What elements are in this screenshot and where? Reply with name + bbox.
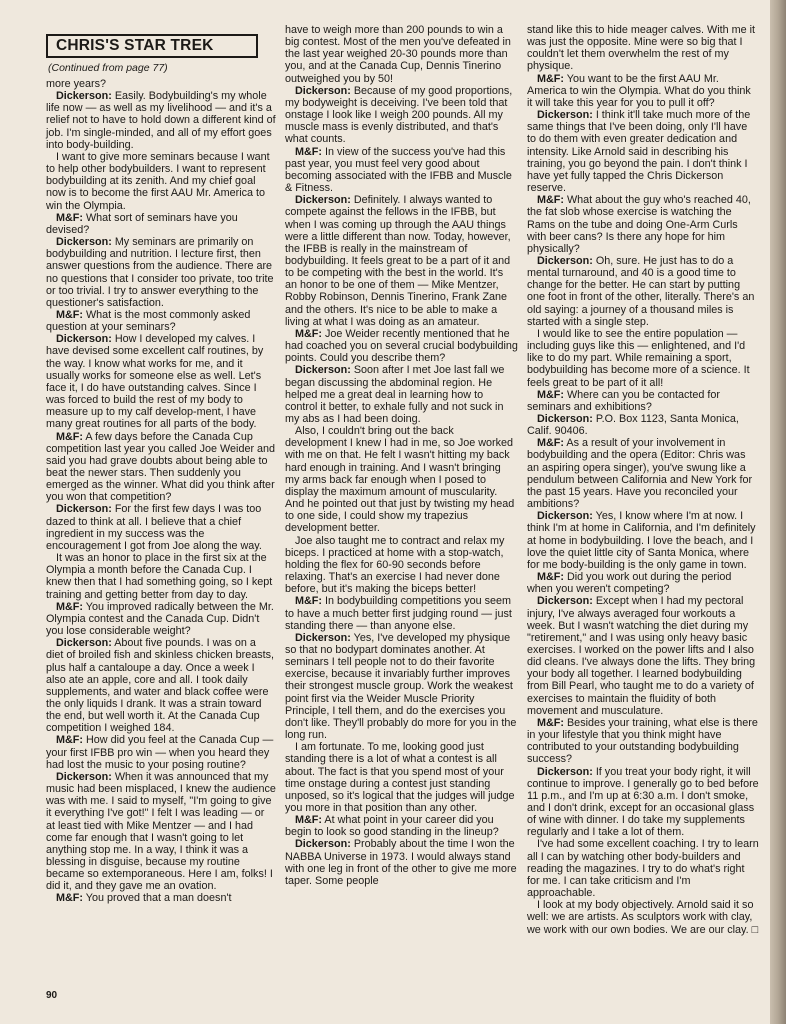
paragraph-text: Yes, I know where I'm at now. I think I'm at home in California, and I'm definitely at home in bodybuilding. I love the beach, and I love the quiet little city of Santa Monica, where for me body-building is the only game in town. [527, 510, 756, 571]
paragraph-text: I've had some excellent coaching. I try to learn all I can by watching other body-builders and reading the magazines. I try to do what's right for me. I can take criticism and I'm approachable. [527, 838, 759, 900]
paragraph [46, 309, 276, 333]
paragraph [527, 328, 759, 389]
paragraph-text: I think it'll take much more of the same things that I've been doing, only I'll have to do them with even greater dedication and intensity. Like Arnold said in describing his training, you go beyond the pain. I don't think I have yet fully tapped the Chris Dickerson reserve. [527, 109, 751, 195]
paragraph [285, 194, 518, 328]
paragraph-text: You proved that a man doesn't [85, 892, 232, 905]
paragraph [285, 838, 518, 887]
page-edge [770, 0, 786, 1024]
speaker-label: M&F: [56, 600, 83, 613]
paragraph-text: How did you feel at the Canada Cup — your first IFBB pro win — when you heard they had lost the music to your posing routine? [46, 734, 274, 771]
paragraph [46, 236, 276, 309]
paragraph [46, 431, 276, 504]
paragraph-text: Probably about the time I won the NABBA Universe in 1973. I would always stand with one leg in front of the other to give me more taper. Some people [285, 838, 517, 887]
paragraph-text: more years? [46, 78, 107, 90]
paragraph [285, 425, 518, 534]
paragraph [46, 734, 276, 770]
paragraph-text: Yes, I've developed my physique so that no bodypart dominates another. At seminars I tell people not to do their favorite exercise, because it invariably further improves their strongest muscle group. Work the weakest point first via the Weider Muscle Priority Principle, I tell them, and do the exercises you don't like. They'll probably do more for you in the long run. [285, 631, 517, 742]
paragraph-text: Soon after I met Joe last fall we began discussing the abdominal region. He helped me a great deal in learning how to control it better, to exhale fully and not suck in my abs as I had been doing. [285, 364, 505, 425]
speaker-label: M&F: [56, 308, 83, 321]
paragraph [285, 741, 518, 814]
paragraph [285, 814, 518, 838]
speaker-label: Dickerson: [56, 236, 112, 249]
paragraph-text: P.O. Box 1123, Santa Monica, Calif. 90406. [527, 413, 739, 438]
paragraph [46, 892, 276, 904]
paragraph [527, 899, 759, 935]
paragraph [527, 595, 759, 717]
paragraph-text: About five pounds. I was on a diet of broiled fish and skinless chicken breasts, plus half a cantaloupe a day. Once a week I also ate an apple, core and all. I took daily supplements, and water and black coffee were the only liquids I drank. It was a strain toward the end, but well worth it. At the Canada Cup competition I weighed 184. [46, 637, 275, 735]
paragraph-text: In bodybuilding competitions you seem to have a much better first judging round — just standing there — than anyone else. [285, 595, 512, 632]
paragraph-text: Where can you be contacted for seminars and exhibitions? [527, 388, 721, 413]
paragraph-text: Except when I had my pectoral injury, I've always averaged four workouts a week. But I wasn't watching the diet during my "retirement," and I was using only heavy basic exercises. I worked on the power lifts and I also did cleans. I've always done the lifts. They bring your body all together. I learned bodybuilding from Bill Pearl, who taught me to do a variety of exercises to maintain the fluidity of both movement and musculature. [527, 595, 756, 717]
speaker-label: M&F: [56, 892, 83, 905]
article-title: CHRIS'S STAR TREK [56, 37, 214, 54]
paragraph-text: Also, I couldn't bring out the back development I knew I had in me, so Joe worked with me on that. He felt I wasn't hitting my back hard enough in training. And I wasn't bringing my arms back far enough when I posed to display the maximum amount of muscularity. And he pointed out that just by twisting my head to one side, I could show my trapezius development better. [285, 425, 515, 535]
speaker-label: M&F: [295, 814, 322, 827]
paragraph-text: At what point in your career did you begin to look so good standing in the lineup? [285, 814, 499, 839]
paragraph-text: have to weigh more than 200 pounds to win a big contest. Most of the men you've defeated in the last year weighed 20-30 pounds more than you, and at the Canada Cup, Dennis Tinerino outweighed you by 50! [285, 24, 511, 85]
paragraph [285, 24, 518, 85]
paragraph-text: If you treat your body right, it will continue to improve. I generally go to bed before 11 p.m., and I'm up at 6:30 a.m. I don't smoke, and I don't drink, except for an occasional glass of wine with dinner. I do take my supplements regularly and I take a lot of them. [527, 765, 759, 839]
paragraph-text: For the first few days I was too dazed to think at all. I believe that a chief ingredient in my success was the encouragement I got from Joe along the way. [46, 503, 262, 552]
paragraph-text: Definitely. I always wanted to compete against the fellows in the IFBB, but when I was coming up through the AAU things were a little different than now. Today, however, the IFBB is really in the mainstream of bodybuilding. It feels great to be a part of it and to be competing with the best in the world. It's an honor to be one of them — Mike Mentzer, Robby Robinson, Dennis Tinerino, Frank Zane and the others. It's nice to be able to make a living at what I was doing as an amateur. [285, 194, 511, 328]
paragraph-text: I would like to see the entire population — including guys like this — enlightened, and I'd like to do my part. While remaining a sport, bodybuilding has become more of a science. It feels great to be part of it all! [527, 327, 750, 389]
speaker-label: Dickerson: [295, 194, 351, 207]
speaker-label: M&F: [537, 571, 564, 584]
speaker-label: M&F: [56, 734, 83, 747]
paragraph [46, 771, 276, 893]
paragraph [285, 632, 518, 741]
speaker-label: M&F: [295, 327, 322, 340]
paragraph [285, 328, 518, 364]
text-column-1 [46, 78, 276, 905]
paragraph [285, 535, 518, 596]
speaker-label: Dickerson: [56, 90, 112, 103]
paragraph-text: You want to be the first AAU Mr. America to win the Olympia. What do you think it will take this year for you to pull it off? [527, 72, 751, 109]
speaker-label: Dickerson: [56, 333, 112, 346]
text-column-2 [285, 24, 518, 887]
paragraph [46, 151, 276, 212]
paragraph [527, 838, 759, 899]
speaker-label: Dickerson: [537, 510, 593, 523]
paragraph [285, 146, 518, 195]
speaker-label: Dickerson: [295, 838, 351, 851]
paragraph [46, 90, 276, 151]
speaker-label: Dickerson: [537, 254, 593, 267]
paragraph-text: Joe also taught me to contract and relax my biceps. I practiced at home with a stop-watch, holding the flex for 60-90 seconds before relaxing. That's an exercise I had never done before, but it's making the biceps better! [285, 534, 505, 596]
speaker-label: Dickerson: [295, 631, 351, 644]
paragraph [285, 595, 518, 631]
page-number: 90 [46, 990, 58, 1001]
article-header-box [46, 34, 258, 58]
speaker-label: Dickerson: [56, 503, 112, 516]
paragraph-text: What is the most commonly asked question at your seminars? [46, 308, 251, 334]
paragraph [527, 109, 759, 194]
speaker-label: Dickerson: [295, 364, 351, 377]
paragraph [46, 212, 276, 236]
paragraph [46, 333, 276, 430]
speaker-label: M&F: [537, 194, 564, 207]
speaker-label: M&F: [537, 72, 564, 85]
paragraph [527, 510, 759, 571]
paragraph [527, 413, 759, 437]
paragraph-text: I look at my body objectively. Arnold said it so well: we are artists. As sculptors work with clay, we work with our own bodies. We are our clay. □ [527, 899, 759, 936]
paragraph-text: Did you work out during the period when you weren't competing? [527, 571, 732, 596]
speaker-label: M&F: [56, 430, 83, 443]
paragraph [527, 255, 759, 328]
text-column-3 [527, 24, 759, 936]
paragraph [46, 78, 276, 90]
speaker-label: M&F: [56, 211, 83, 224]
paragraph [46, 601, 276, 637]
paragraph-text: In view of the success you've had this past year, you must feel very good about becoming associated with the IFBB and Muscle & Fitness. [285, 145, 512, 195]
paragraph-text: As a result of your involvement in bodybuilding and the opera (Editor: Chris was an aspiring opera singer), you've swung like a pendulum between California and New York for the past 15 years. Have you reconciled your ambitions? [527, 437, 753, 511]
paragraph [285, 364, 518, 425]
paragraph-text: How I developed my calves. I have devised some excellent calf routines, by the way. I know what works for me, and it usually works for someone else as well. Let's face it, I do have outstanding calves. Since I was forced to build the rest of my body to measure up to my calf develop-ment, I have many great routines for all parts of the body. [46, 333, 264, 431]
paragraph [527, 571, 759, 595]
speaker-label: M&F: [295, 595, 322, 608]
paragraph [527, 437, 759, 510]
speaker-label: M&F: [537, 716, 564, 729]
paragraph [527, 194, 759, 255]
speaker-label: M&F: [295, 145, 322, 158]
paragraph [46, 637, 276, 734]
paragraph-text: What sort of seminars have you devised? [46, 211, 238, 236]
speaker-label: Dickerson: [56, 637, 112, 650]
paragraph [527, 73, 759, 109]
speaker-label: Dickerson: [537, 413, 593, 425]
paragraph-text: Easily. Bodybuilding's my whole life now — as well as my livelihood — and it's a relief not to have to hold down a different kind of job. I'm single-minded, and all of my effort goes into body-building. [46, 90, 276, 151]
paragraph-text: stand like this to hide meager calves. With me it was just the opposite. Mine were so big that I couldn't let them overwhelm the rest of my physique. [527, 24, 756, 73]
paragraph-text: When it was announced that my music had been misplaced, I knew the audience was with me. I said to myself, "I'm going to give it everything I've got!" I felt I was leading — or at least tied with Mike Mentzer — and I had come far enough that I wasn't going to let anything stop me. In a way, I think it was a blessing in disguise, because my routine became so extemporaneous. Here I am, folks! I did it, and they gave me an ovation. [46, 770, 276, 893]
paragraph [285, 85, 518, 146]
paragraph [46, 503, 276, 552]
paragraph-text: A few days before the Canada Cup competition last year you called Joe Weider and said you had grave doubts about being able to beat the newer stars. Then suddenly you emerged as the winner. What did you think after you won that competition? [46, 430, 276, 504]
speaker-label: Dickerson: [537, 765, 593, 778]
paragraph-text: Oh, sure. He just has to do a mental turnaround, and 40 is a good time to change for the better. He can start by putting one foot in front of the other, literally. There's an old saying: a journey of a thousand miles is started with a single step. [527, 254, 755, 328]
paragraph-text: It was an honor to place in the first six at the Olympia a month before the Canada Cup. I knew then that I had something going, so I kept training and getting better from day to day. [46, 552, 273, 601]
paragraph [46, 552, 276, 601]
speaker-label: Dickerson: [537, 595, 593, 608]
paragraph-text: Because of my good proportions, my bodyweight is deceiving. I've been told that onstage I look like I weigh 200 pounds. All my muscle mass is evenly distributed, and that's what counts. [285, 84, 513, 146]
paragraph-text: I want to give more seminars because I want to help other bodybuilders. I want to represent bodybuilding at its zenith. And my chief goal now is to become the first AAU Mr. America to win the Olympia. [46, 150, 270, 212]
paragraph [527, 717, 759, 766]
speaker-label: Dickerson: [537, 109, 593, 122]
paragraph [527, 389, 759, 413]
paragraph-text: Besides your training, what else is there in your lifestyle that you think might have contributed to your outstanding bodybuilding success? [527, 716, 758, 766]
paragraph [527, 766, 759, 839]
paragraph-text: Joe Weider recently mentioned that he had coached you on several crucial bodybuilding points. Could you describe them? [285, 327, 518, 365]
paragraph [527, 24, 759, 73]
paragraph-text: My seminars are primarily on bodybuilding and nutrition. I lecture first, then answer questions from the audience. There are no questions that I consider too private, too trite or too trivial. I try to answer everything to the questioner's satisfaction. [46, 236, 274, 309]
paragraph-text: What about the guy who's reached 40, the fat slob whose exercise is watching the Rams on the tube and doing One-Arm Curls with beer cans? Is there any hope for him physically? [527, 194, 751, 255]
speaker-label: Dickerson: [56, 770, 112, 783]
speaker-label: Dickerson: [295, 84, 351, 97]
speaker-label: M&F: [537, 437, 564, 450]
continued-note: (Continued from page 77) [48, 62, 168, 74]
paragraph-text: You improved radically between the Mr. Olympia contest and the Canada Cup. Didn't you lose considerable weight? [46, 600, 274, 638]
speaker-label: M&F: [537, 388, 564, 401]
paragraph-text: I am fortunate. To me, looking good just standing there is a lot of what a contest is all about. The fact is that you spend most of your time onstage during a contest just standing unposed, so it's logical that the judges will judge you more in that position than any other. [285, 741, 515, 814]
